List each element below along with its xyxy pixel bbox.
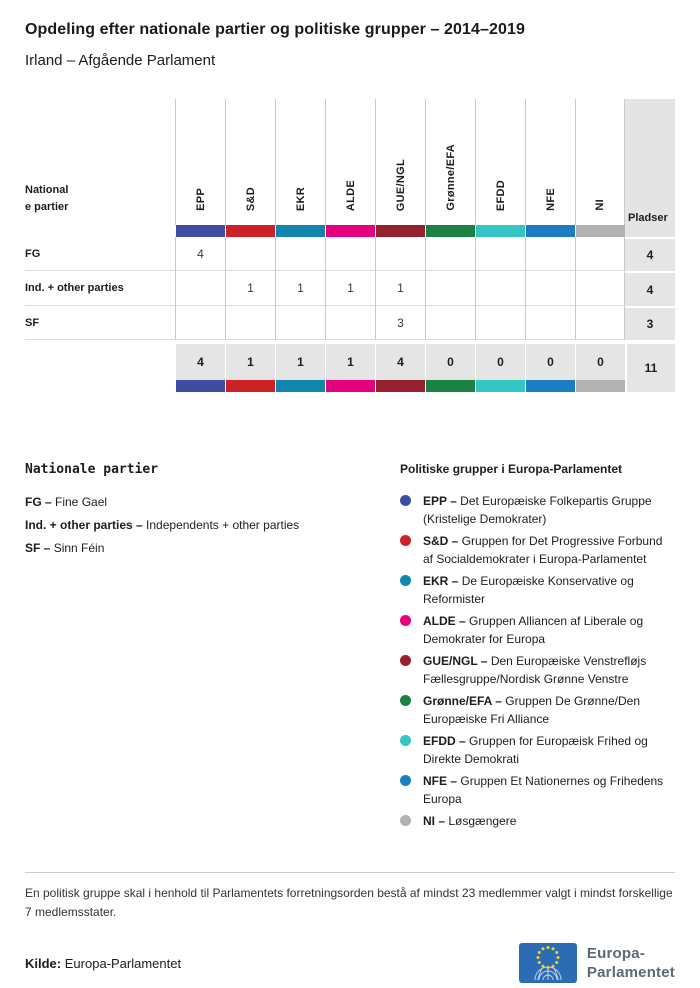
group-color-bar-epp (175, 225, 225, 237)
total-cell: 0 (425, 340, 475, 380)
seat-cell: 1 (325, 271, 375, 306)
seat-cell: 1 (225, 271, 275, 306)
group-color-bar-nfe (525, 380, 575, 392)
legend-groups-title: Politiske grupper i Europa-Parlamentet (400, 462, 623, 476)
column-header-alde: ALDE (325, 99, 375, 225)
seat-cell (575, 271, 625, 306)
total-cell: 0 (475, 340, 525, 380)
spacer-cell (25, 340, 175, 380)
legend-item-ni: NI – Løsgængere (400, 812, 675, 830)
group-color-bar-epp (175, 380, 225, 392)
seat-cell (575, 237, 625, 271)
seat-cell: 1 (275, 271, 325, 306)
seat-cell (425, 237, 475, 271)
footer-divider (25, 872, 675, 873)
legend-political-groups (400, 462, 675, 834)
total-cell: 1 (225, 340, 275, 380)
row-label-ind: Ind. + other parties (25, 271, 175, 306)
group-color-bar-ni (575, 380, 625, 392)
seat-cell (325, 306, 375, 340)
seat-cell (475, 306, 525, 340)
group-color-bar-efdd (475, 225, 525, 237)
column-header-ekr: EKR (275, 99, 325, 225)
row-label-sf: SF (25, 306, 175, 340)
group-color-bar-sd (225, 380, 275, 392)
total-cell: 4 (175, 340, 225, 380)
legend-national-parties (25, 462, 400, 834)
seat-cell: 4 (175, 237, 225, 271)
row-seats-total-ind: 4 (625, 271, 675, 306)
legend-item-nfe: NFE – Gruppen Et Nationernes og Frihedens Europa (400, 772, 675, 808)
seat-cell (175, 306, 225, 340)
total-cell: 0 (525, 340, 575, 380)
footnote: En politisk gruppe skal i henhold til Parlamentets forretningsorden bestå af mindst 23 medlemmer valgt i mindst forskellige 7 medlemsstater. (25, 886, 673, 919)
epp-color-dot (400, 495, 411, 506)
table-row-header: Nationale partier (25, 183, 69, 214)
group-color-bar-alde (325, 225, 375, 237)
group-color-bar-ekr (275, 225, 325, 237)
seat-cell (525, 237, 575, 271)
legend-national-title: Nationale partier (25, 462, 159, 477)
group-color-bar-sd (225, 225, 275, 237)
european-parliament-logo (519, 943, 577, 983)
column-header-efdd: EFDD (475, 99, 525, 225)
groenne-efa-color-dot (400, 695, 411, 706)
page-subtitle: Irland – Afgående Parlament (25, 52, 216, 69)
group-color-bar-ni (575, 225, 625, 237)
ekr-color-dot (400, 575, 411, 586)
efdd-color-dot (400, 735, 411, 746)
seat-cell (575, 306, 625, 340)
legend-item-epp: EPP – Det Europæiske Folkepartis Gruppe (Kristelige Demokrater) (400, 492, 675, 528)
legend-item-ind: Ind. + other parties – Independents + other parties (25, 518, 300, 532)
group-color-bar-groenne-efa (425, 225, 475, 237)
group-color-bar-guengl (375, 225, 425, 237)
spacer-cell (25, 225, 175, 237)
legends-section (25, 462, 675, 834)
nfe-color-dot (400, 775, 411, 786)
seat-cell (525, 271, 575, 306)
group-color-bar-ekr (275, 380, 325, 392)
legend-item-efdd: EFDD – Gruppen for Europæisk Frihed og Direkte Demokrati (400, 732, 675, 768)
seats-table (25, 99, 675, 392)
group-color-bar-nfe (525, 225, 575, 237)
sd-color-dot (400, 535, 411, 546)
group-color-bar-groenne-efa (425, 380, 475, 392)
row-label-fg: FG (25, 237, 175, 271)
legend-item-fg: FG – Fine Gael (25, 495, 108, 509)
seat-cell (475, 271, 525, 306)
source-credit: Kilde: Europa-Parlamentet (25, 955, 182, 971)
seat-cell (475, 237, 525, 271)
spacer-cell (25, 380, 175, 392)
legend-item-groenne-efa: Grønne/EFA – Gruppen De Grønne/Den Europæiske Fri Alliance (400, 692, 675, 728)
row-seats-total-fg: 4 (625, 237, 675, 271)
column-header-guengl: GUE/NGL (375, 99, 425, 225)
legend-item-guengl: GUE/NGL – Den Europæiske Venstrefløjs Fællesgruppe/Nordisk Grønne Venstre (400, 652, 675, 688)
total-cell: 1 (325, 340, 375, 380)
grand-total-seats: 11 (625, 340, 675, 392)
group-color-bar-alde (325, 380, 375, 392)
seat-cell (425, 271, 475, 306)
total-cell: 0 (575, 340, 625, 380)
seat-cell (375, 237, 425, 271)
seat-cell (175, 271, 225, 306)
legend-item-sd: S&D – Gruppen for Det Progressive Forbund af Socialdemokrater i Europa-Parlamentet (400, 532, 675, 568)
legend-item-alde: ALDE – Gruppen Alliancen af Liberale og Demokrater for Europa (400, 612, 675, 648)
seat-cell (275, 237, 325, 271)
total-cell: 1 (275, 340, 325, 380)
source-line (25, 943, 675, 983)
seat-cell (225, 306, 275, 340)
seat-cell (425, 306, 475, 340)
group-color-bar-efdd (475, 380, 525, 392)
guengl-color-dot (400, 655, 411, 666)
seat-cell (325, 237, 375, 271)
group-color-bar-guengl (375, 380, 425, 392)
column-header-sd: S&D (225, 99, 275, 225)
seat-cell (525, 306, 575, 340)
seat-cell (275, 306, 325, 340)
logo-wordmark: Europa- Parlamentet (586, 945, 675, 982)
page-title: Opdeling efter nationale partier og politiske grupper – 2014–2019 (25, 21, 525, 38)
seat-cell: 3 (375, 306, 425, 340)
total-cell: 4 (375, 340, 425, 380)
seat-cell (225, 237, 275, 271)
legend-item-sf: SF – Sinn Féin (25, 541, 105, 555)
alde-color-dot (400, 615, 411, 626)
row-seats-total-sf: 3 (625, 306, 675, 340)
seat-cell: 1 (375, 271, 425, 306)
column-header-epp: EPP (175, 99, 225, 225)
column-header-nfe: NFE (525, 99, 575, 225)
column-header-pladser: Pladser (625, 99, 675, 237)
european-parliament-logo-group (519, 943, 675, 983)
column-header-groenne-efa: Grønne/EFA (425, 99, 475, 225)
ni-color-dot (400, 815, 411, 826)
legend-item-ekr: EKR – De Europæiske Konservative og Reformister (400, 572, 675, 608)
column-header-ni: NI (575, 99, 625, 225)
